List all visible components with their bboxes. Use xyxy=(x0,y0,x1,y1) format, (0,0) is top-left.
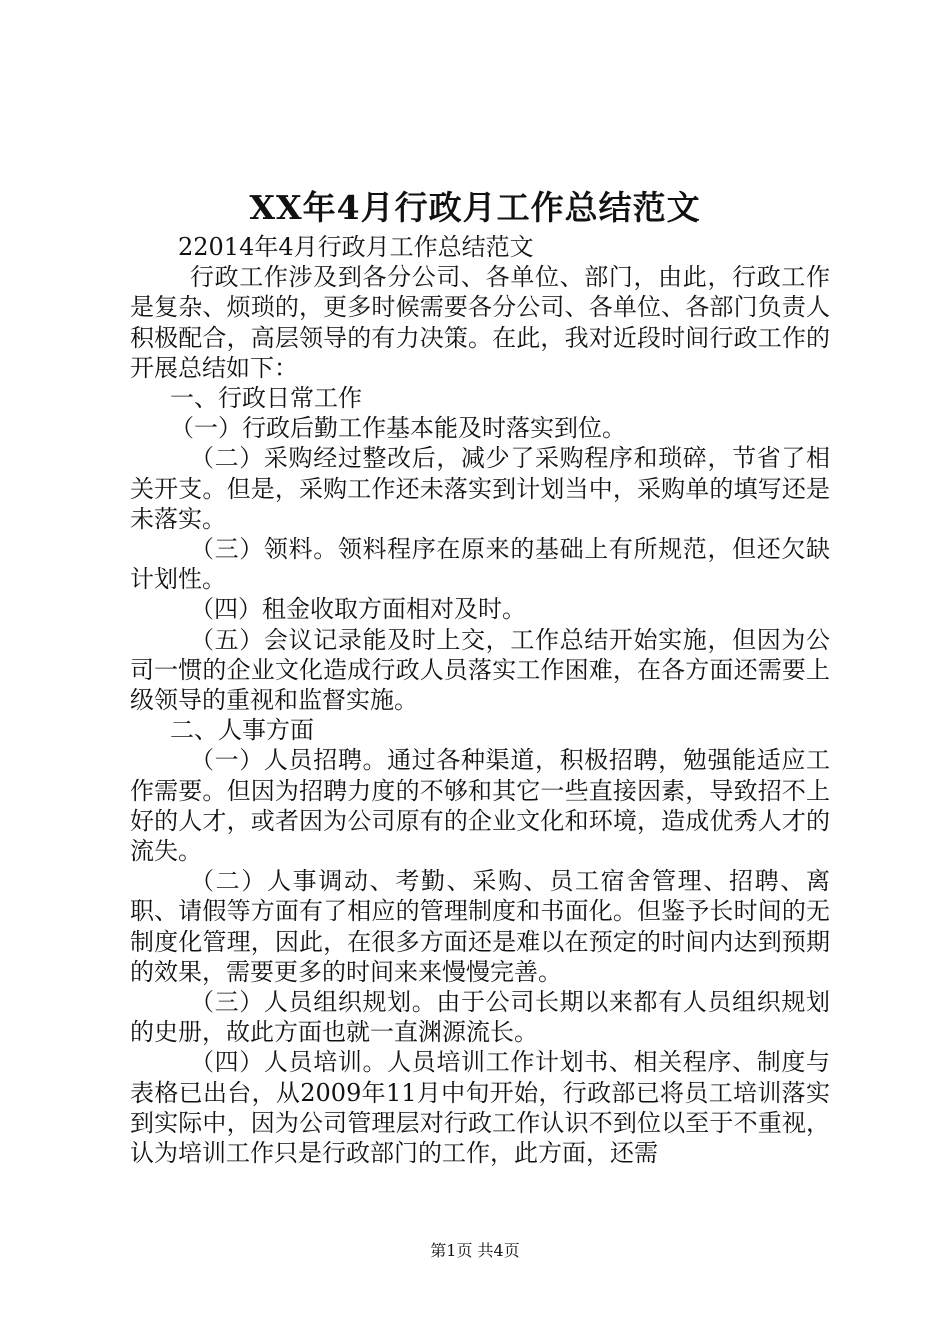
document-title: XX年4月行政月工作总结范文 xyxy=(249,188,701,227)
document-subtitle: 22014年4月行政月工作总结范文 xyxy=(178,233,534,261)
document-body xyxy=(130,232,830,1168)
paragraph-admin-2: （二）采购经过整改后，减少了采购程序和琐碎，节省了相关开支。但是，采购工作还未落实到计划当中，采购单的填写还是未落实。 xyxy=(130,444,830,533)
paragraph-admin-5: （五）会议记录能及时上交，工作总结开始实施，但因为公司一惯的企业文化造成行政人员落实工作困难，在各方面还需要上级领导的重视和监督实施。 xyxy=(130,625,830,715)
paragraph-hr-2: （二）人事调动、考勤、采购、员工宿舍管理、招聘、离职、请假等方面有了相应的管理制度和书面化。但鉴予长时间的无制度化管理，因此，在很多方面还是难以在预定的时间内达到预期的效果，需要更多的时间来来慢慢完善。 xyxy=(130,867,830,986)
section-heading-admin: 一、行政日常工作 xyxy=(170,384,362,413)
paragraph-hr-4: （四）人员培训。人员培训工作计划书、相关程序、制度与表格已出台，从2009年11月中旬开始，行政部已将员工培训落实到实际中，因为公司管理层对行政工作认识不到位以至于不重视，认为培训工作只是行政部门的工作，此方面，还需 xyxy=(130,1048,830,1168)
section-heading-hr: 二、人事方面 xyxy=(170,716,314,745)
paragraph-intro: 行政工作涉及到各分公司、各单位、部门，由此，行政工作是复杂、烦琐的，更多时候需要各分公司、各单位、各部门负责人积极配合，高层领导的有力决策。在此，我对近段时间行政工作的开展总结如下： xyxy=(130,263,830,382)
paragraph-hr-3: （三）人员组织规划。由于公司长期以来都有人员组织规划的史册，故此方面也就一直渊源流长。 xyxy=(130,988,830,1047)
paragraph-admin-3: （三）领料。领料程序在原来的基础上有所规范，但还欠缺计划性。 xyxy=(130,535,830,594)
paragraph-admin-4: （四）租金收取方面相对及时。 xyxy=(190,595,526,624)
paragraph-admin-1: （一）行政后勤工作基本能及时落实到位。 xyxy=(170,414,626,443)
paragraph-hr-1: （一）人员招聘。通过各种渠道，积极招聘，勉强能适应工作需要。但因为招聘力度的不够和其它一些直接因素，导致招不上好的人才，或者因为公司原有的企业文化和环境，造成优秀人才的流失。 xyxy=(130,746,830,866)
page-number-footer: 第1页 共4页 xyxy=(430,1241,520,1260)
